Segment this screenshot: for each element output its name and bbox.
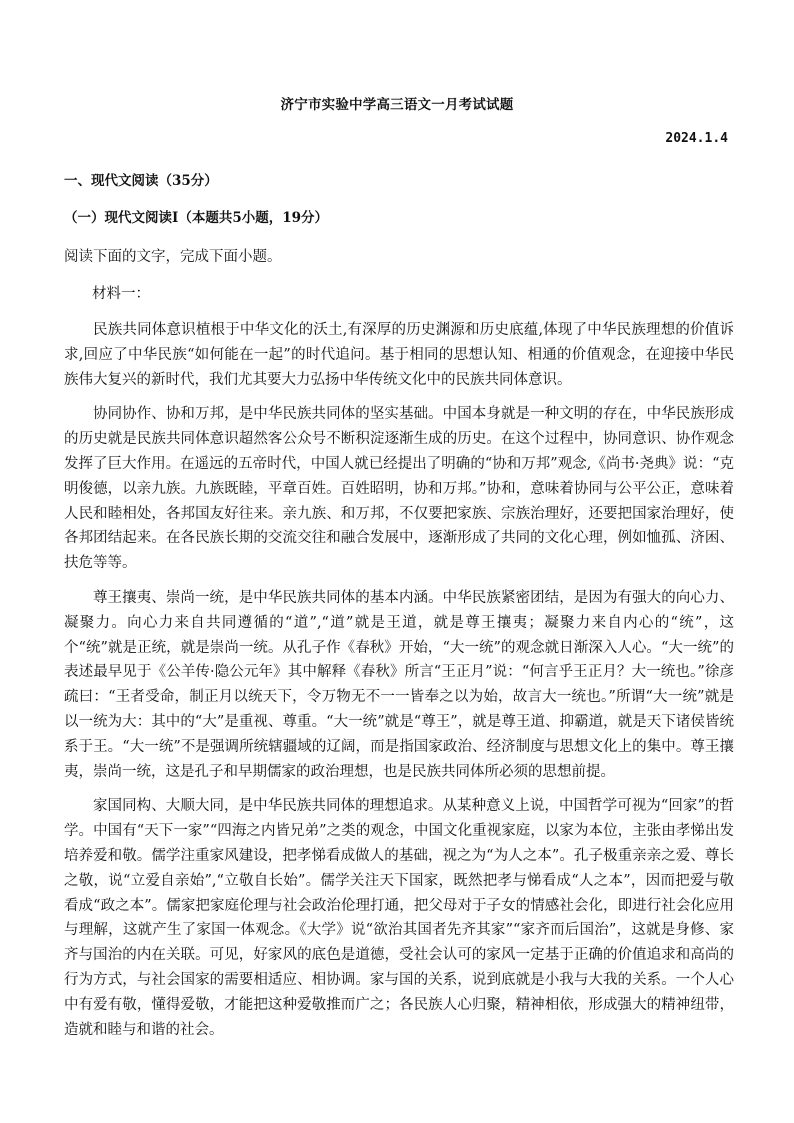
document-date: 2024.1.4 (665, 131, 728, 146)
sub-heading: （一）现代文阅读Ⅰ（本题共5小题，19分） (64, 210, 328, 226)
paragraph-3: 尊王攘夷、崇尚一统，是中华民族共同体的基本内涵。中华民族紧密团结，是因为有强大的向心力、凝聚力。向心力来自共同遵循的“道”,“道”就是王道，就是尊王攘夷；凝聚力来自内心的“统”，这个“统”就是正统，就是崇尚一统。从孔子作《春秋》开始，“大一统”的观念就日渐深入人心。“大一统”的表述最早见于《公羊传·隐公元年》其中解释《春秋》所言“王正月”说：“何言乎王正月？大一统也。”徐彦疏曰：“王者受命，制正月以统天下，令万物无不一一皆奉之以为始，故言大一统也。”所谓“大一统”就是以一统为大：其中的“大”是重视、尊重。“大一统”就是“尊王”，就是尊王道、抑霸道，就是天下诸侯皆统系于王。“大一统”不是强调所统辖疆域的辽阔，而是指国家政治、经济制度与思想文化上的集中。尊王攘夷，崇尚一统，这是孔子和早期儒家的政治理想，也是民族共同体所必须的思想前提。 (64, 589, 734, 780)
reading-instruction: 阅读下面的文字，完成下面小题。 (64, 249, 282, 265)
document-title: 济宁市实验中学高三语文一月考试试题 (280, 97, 514, 113)
material-label: 材料一： (92, 286, 150, 302)
article-body (64, 318, 734, 1052)
section-heading: 一、现代文阅读（35分） (64, 173, 218, 189)
paragraph-2: 协同协作、协和万邦，是中华民族共同体的坚实基础。中国本身就是一种文明的存在，中华民族形成的历史就是民族共同体意识超然客公众号不断积淀逐渐生成的历史。在这个过程中，协同意识、协作观念发挥了巨大作用。在遥远的五帝时代，中国人就已经提出了明确的“协和万邦”观念,《尚书·尧典》说：“克明俊德，以亲九族。九族既睦，平章百姓。百姓昭明，协和万邦。”协和，意味着协同与公平公正，意味着人民和睦相处，各邦国友好往来。亲九族、和万邦，不仅要把家族、宗族治理好，还要把国家治理好，使各邦团结起来。在各民族长期的交流交往和融合发展中，逐渐形成了共同的文化心理，例如恤孤、济困、扶危等等。 (64, 406, 734, 572)
paragraph-1: 民族共同体意识植根于中华文化的沃土,有深厚的历史渊源和历史底蕴,体现了中华民族理想的价值诉求,回应了中华民族“如何能在一起”的时代追问。基于相同的思想认知、相通的价值观念，在迎接中华民族伟大复兴的新时代，我们尤其要大力弘扬中华传统文化中的民族共同体意识。 (64, 322, 734, 388)
paragraph-4: 家国同构、大顺大同，是中华民族共同体的理想追求。从某种意义上说，中国哲学可视为“回家”的哲学。中国有“天下一家”“四海之内皆兄弟”之类的观念，中国文化重视家庭，以家为本位，主张由孝悌出发培养爱和敬。儒学注重家风建设，把孝悌看成做人的基础，视之为“为人之本”。孔子极重亲亲之爱、尊长之敬，说“立爱自亲始”,“立敬自长始”。儒学关注天下国家，既然把孝与悌看成“人之本”，因而把爱与敬看成“政之本”。儒家把家庭伦理与社会政治伦理打通，把父母对于子女的情感社会化，即进行社会化应用与理解，这就产生了家国一体观念。《大学》说“欲治其国者先齐其家”“家齐而后国治”，这就是身修、家齐与国治的内在关联。可见，好家风的底色是道德，受社会认可的家风一定基于正确的价值追求和高尚的行为方式，与社会国家的需要相适应、相协调。家与国的关系，说到底就是小我与大我的关系。一个人心中有爱有敬，懂得爱敬，才能把这种爱敬推而广之；各民族人心归聚，精神相依，形成强大的精神纽带，造就和睦与和谐的社会。 (64, 798, 734, 1038)
